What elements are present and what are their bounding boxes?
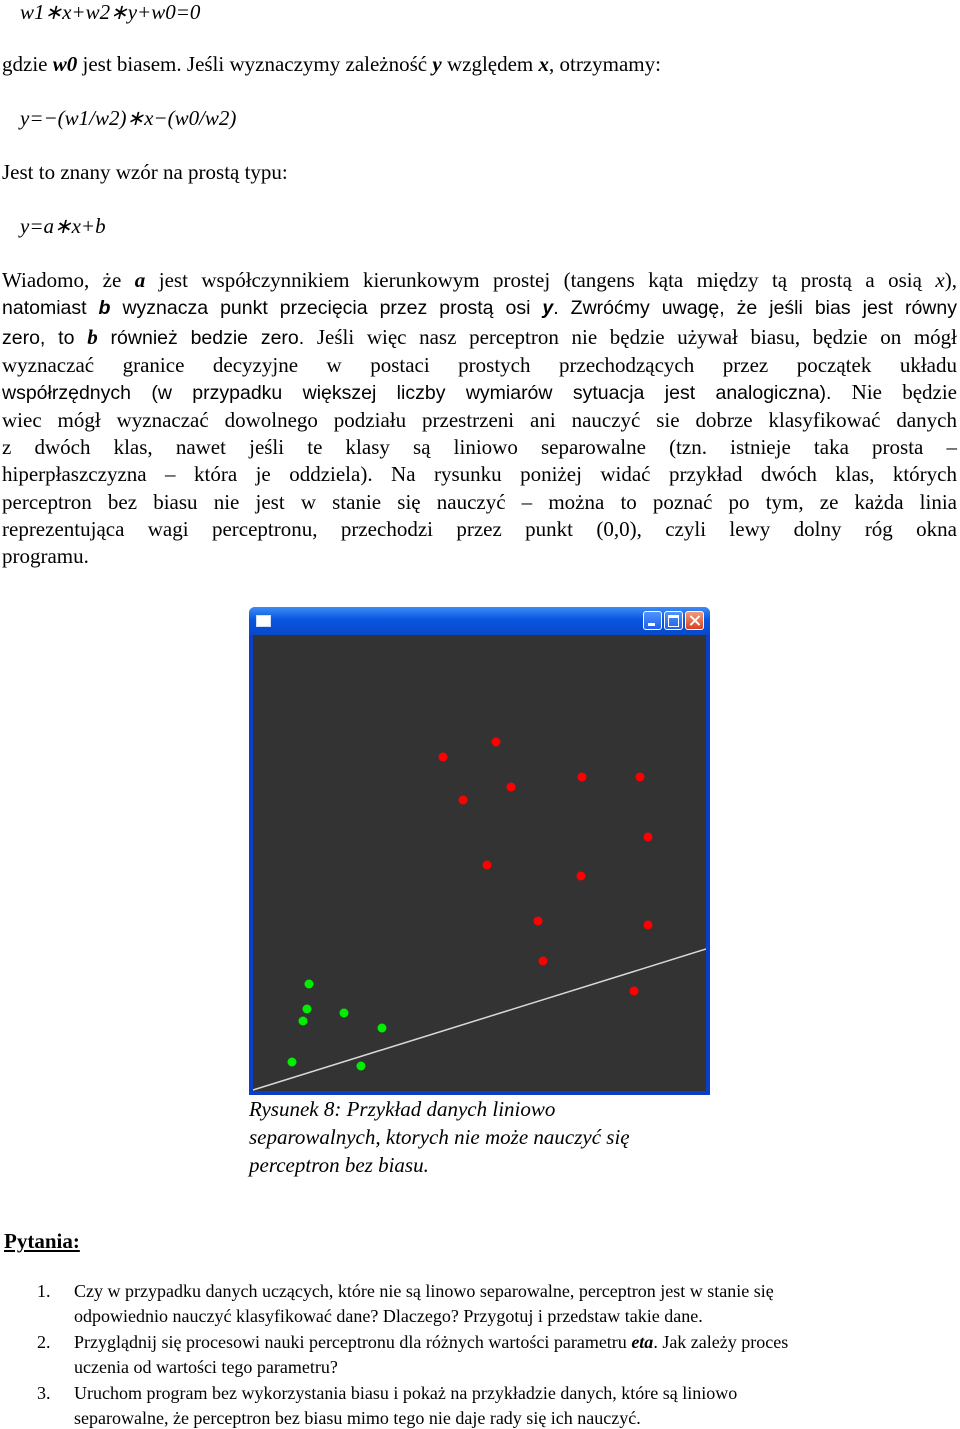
red-class-point: [644, 833, 653, 842]
question-number: 2.: [37, 1332, 51, 1352]
red-class-point: [577, 872, 586, 881]
text: względem: [441, 52, 539, 76]
green-class-point: [357, 1062, 366, 1071]
question-1-line-2: odpowiednio nauczyć klasyfikować dane? Dlaczego? Przygotuj i przedstaw takie dane.: [74, 1306, 703, 1326]
term-x: x: [935, 268, 945, 292]
paragraph-bias-intro: [2, 52, 661, 77]
green-class-point: [303, 1005, 312, 1014]
figure-caption-line-2: separowalnych, ktorych nie może nauczyć się: [249, 1125, 630, 1149]
decision-boundary-line: [253, 949, 706, 1090]
text: jest współczynnikiem kierunkowym prostej (tangens kąta między tą prostą a osią: [145, 268, 936, 292]
question-3-line-2: separowalne, że perceptron bez biasu mimo tego nie daje rady się ich nauczyć.: [74, 1408, 641, 1428]
text: natomiast: [2, 297, 99, 319]
red-class-point: [636, 773, 645, 782]
paragraph-line-2: [2, 297, 957, 325]
question-3-line-1: Uruchom program bez wykorzystania biasu i pokaż na przykładzie danych, które są liniowo: [74, 1383, 738, 1403]
red-class-point: [578, 773, 587, 782]
close-icon[interactable]: [685, 611, 704, 630]
text: Wiadomo, że: [2, 268, 135, 292]
paragraph-line-8: [2, 462, 957, 490]
question-number: 3.: [37, 1383, 51, 1403]
red-class-point: [507, 783, 516, 792]
term-w0: w0: [52, 52, 78, 76]
paragraph-line-4: wyznaczać granice decyzyjne w postaci prostych przechodzących przez początek układu: [2, 353, 957, 377]
green-class-point: [299, 1017, 308, 1026]
paragraph-line-6: wiec mógł wyznaczać dowolnego podziału przestrzeni ani nauczyć sie dobrze klasyfikować danych: [2, 408, 957, 432]
red-class-point: [539, 957, 548, 966]
text: Przyglądnij się procesowi nauki perceptronu dla różnych wartości parametru: [74, 1332, 632, 1352]
term-y: y: [432, 52, 442, 76]
question-2-line-1: [74, 1332, 788, 1353]
term-b: b: [98, 297, 111, 319]
figure-caption-line-3: perceptron bez biasu.: [249, 1153, 429, 1177]
formula-slope-intercept: y=a∗x+b: [20, 214, 106, 238]
paragraph-line-7: z dwóch klas, nawet jeśli te klasy są liniowo separowalne (tzn. istnieje taka prosta –: [2, 435, 957, 459]
text: Nie będzie: [831, 380, 957, 404]
paragraph-line-10: reprezentująca wagi perceptronu, przechodzi przez punkt (0,0), czyli lewy dolny róg okna: [2, 517, 957, 541]
paragraph-line-1: [2, 268, 957, 296]
text: gdzie: [2, 52, 53, 76]
plot-svg: [253, 635, 706, 1091]
app-icon: [256, 615, 271, 627]
term-y: y: [542, 297, 554, 319]
text: . Zwróćmy uwagę, że jeśli bias jest równy: [553, 297, 957, 319]
red-class-point: [439, 753, 448, 762]
paragraph-line-3: [2, 325, 957, 353]
term-b: b: [87, 325, 98, 349]
green-class-point: [288, 1058, 297, 1067]
red-class-point: [630, 987, 639, 996]
red-class-point: [483, 861, 492, 870]
term-eta: eta: [631, 1332, 654, 1352]
text: Jeśli więc nasz perceptron nie będzie używał biasu, będzie on mógł: [304, 325, 958, 349]
text: również bedzie zero.: [97, 327, 305, 349]
questions-heading: Pytania:: [4, 1229, 80, 1253]
paragraph-line-5: [2, 380, 957, 408]
paragraph-line-form: Jest to znany wzór na prostą typu:: [2, 160, 288, 184]
text: ),: [944, 268, 957, 292]
question-1-line-1: Czy w przypadku danych uczących, które nie są linowo separowalne, perceptron jest w stanie się: [74, 1281, 774, 1301]
text: Na rysunku poniżej widać przykład dwóch klas, których: [372, 462, 957, 486]
minimize-icon[interactable]: [643, 611, 662, 630]
plot-canvas: [253, 635, 706, 1091]
term-a: a: [134, 268, 146, 292]
text: hiperpłaszczyzna – która je oddziela).: [2, 462, 373, 486]
term-x: x: [538, 52, 549, 76]
text: współrzędnych (w przypadku większej liczby wymiarów sytuacja jest analogiczna).: [2, 382, 832, 404]
red-class-point: [534, 917, 543, 926]
formula-line-equation: w1∗x+w2∗y+w0=0: [20, 0, 201, 24]
window-titlebar[interactable]: [249, 607, 710, 635]
question-number: 1.: [37, 1281, 51, 1301]
formula-y-solved: y=−(w1/w2)∗x−(w0/w2): [20, 106, 237, 130]
text: zero, to: [2, 327, 88, 349]
green-class-point: [378, 1024, 387, 1033]
green-class-point: [340, 1009, 349, 1018]
red-class-point: [459, 796, 468, 805]
text: . Jak zależy proces: [653, 1332, 789, 1352]
text: , otrzymamy:: [549, 52, 661, 76]
figure-caption-line-1: Rysunek 8: Przykład danych liniowo: [249, 1097, 556, 1121]
question-2-line-2: uczenia od wartości tego parametru?: [74, 1357, 338, 1377]
program-window: [249, 607, 710, 1095]
text: jest biasem. Jeśli wyznaczymy zależność: [77, 52, 433, 76]
paragraph-line-9: perceptron bez biasu nie jest w stanie się nauczyć – można to poznać po tym, ze każda linia: [2, 490, 957, 514]
green-class-point: [305, 980, 314, 989]
text: wyznacza punkt przecięcia przez prostą osi: [110, 297, 543, 319]
red-class-point: [644, 921, 653, 930]
paragraph-line-11: programu.: [2, 544, 89, 568]
maximize-icon[interactable]: [664, 611, 683, 630]
red-class-point: [492, 738, 501, 747]
